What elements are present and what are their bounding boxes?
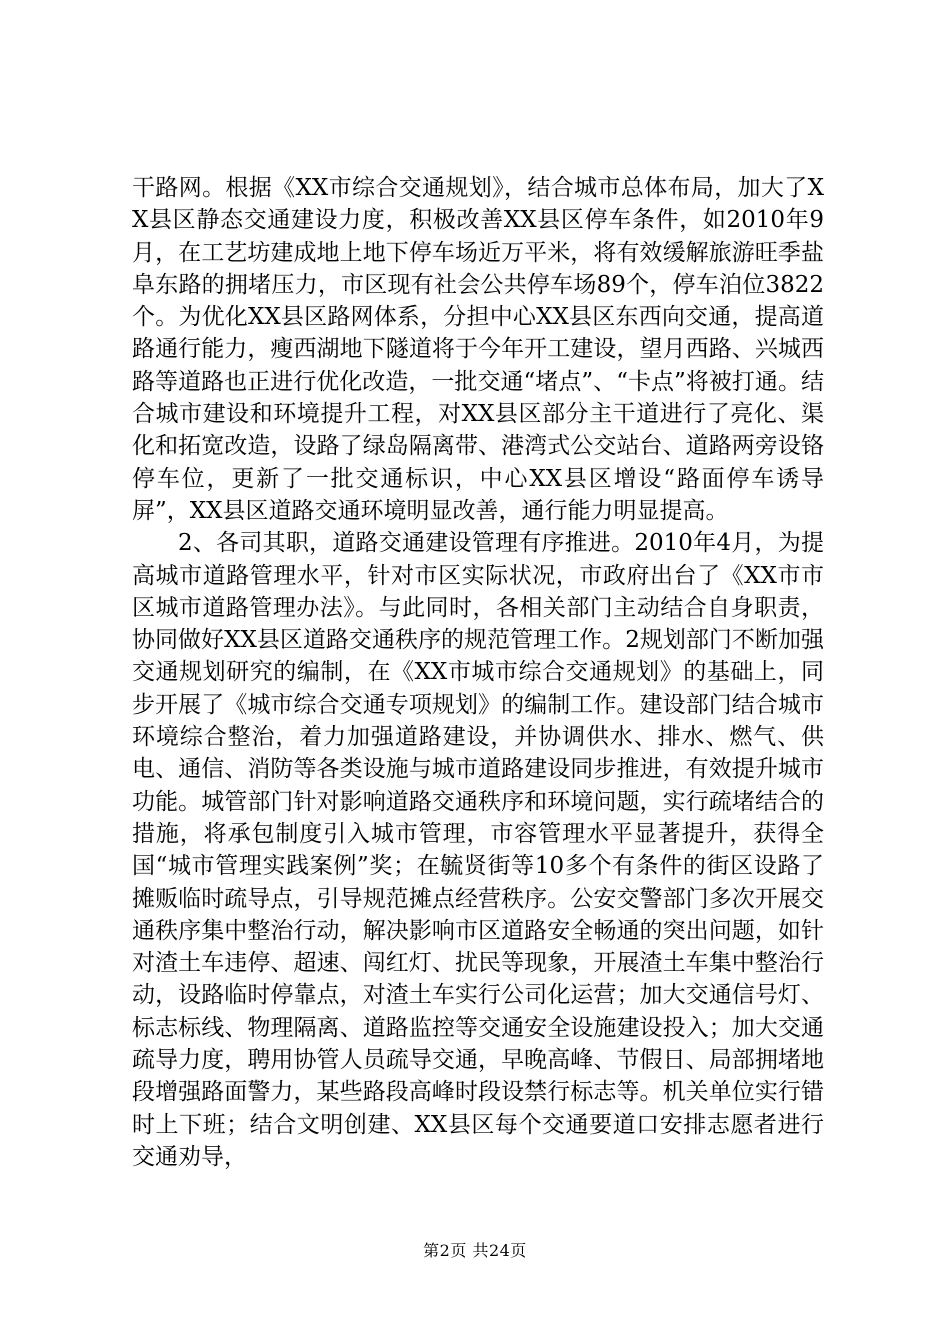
document-body [132,172,824,1173]
paragraph-continuation: 干路网。根据《XX市综合交通规划》，结合城市总体布局，加大了XX县区静态交通建设力度，积极改善XX县区停车条件，如2010年9月，在工艺坊建成地上地下停车场近万平米，将有效缓解旅游旺季盐阜东路的拥堵压力，市区现有社会公共停车场89个，停车泊位3822个。为优化XX县区路网体系，分担中心XX县区东西向交通，提高道路通行能力，瘦西湖地下隧道将于今年开工建设，望月西路、兴城西路等道路也正进行优化改造，一批交通“堵点”、“卡点”将被打通。结合城市建设和环境提升工程，对XX县区部分主干道进行了亮化、渠化和拓宽改造，设路了绿岛隔离带、港湾式公交站台、道路两旁设铬停车位，更新了一批交通标识，中心XX县区增设“路面停车诱导屏”，XX县区道路交通环境明显改善，通行能力明显提高。 [132,175,824,524]
page-footer: 第2页 共24页 [423,1241,527,1260]
paragraph-2-traffic-management: 2、各司其职，道路交通建设管理有序推进。2010年4月，为提高城市道路管理水平，针对市区实际状况，市政府出台了《XX市市区城市道路管理办法》。与此同时，各相关部门主动结合自身职责，协同做好XX县区道路交通秩序的规范管理工作。2规划部门不断加强交通规划研究的编制，在《XX市城市综合交通规划》的基础上，同步开展了《城市综合交通专项规划》的编制工作。建设部门结合城市环境综合整治，着力加强道路建设，并协调供水、排水、燃气、供电、通信、消防等各类设施与城市道路建设同步推进，有效提升城市功能。城管部门针对影响道路交通秩序和环境问题，实行疏堵结合的措施，将承包制度引入城市管理，市容管理水平显著提升，获得全国“城市管理实践案例”奖；在毓贤街等10多个有条件的街区设路了摊贩临时疏导点，引导规范摊点经营秩序。公安交警部门多次开展交通秩序集中整治行动，解决影响市区道路安全畅通的突出问题，如针对渣土车违停、超速、闯红灯、扰民等现象，开展渣土车集中整治行动，设路临时停靠点，对渣土车实行公司化运营；加大交通信号灯、标志标线、物理隔离、道路监控等交通安全设施建设投入；加大交通疏导力度，聘用协管人员疏导交通，早晚高峰、节假日、局部拥堵地段增强路面警力，某些路段高峰时段设禁行标志等。机关单位实行错时上下班；结合文明创建、XX县区每个交通要道口安排志愿者进行交通劝导， [132,530,824,1170]
